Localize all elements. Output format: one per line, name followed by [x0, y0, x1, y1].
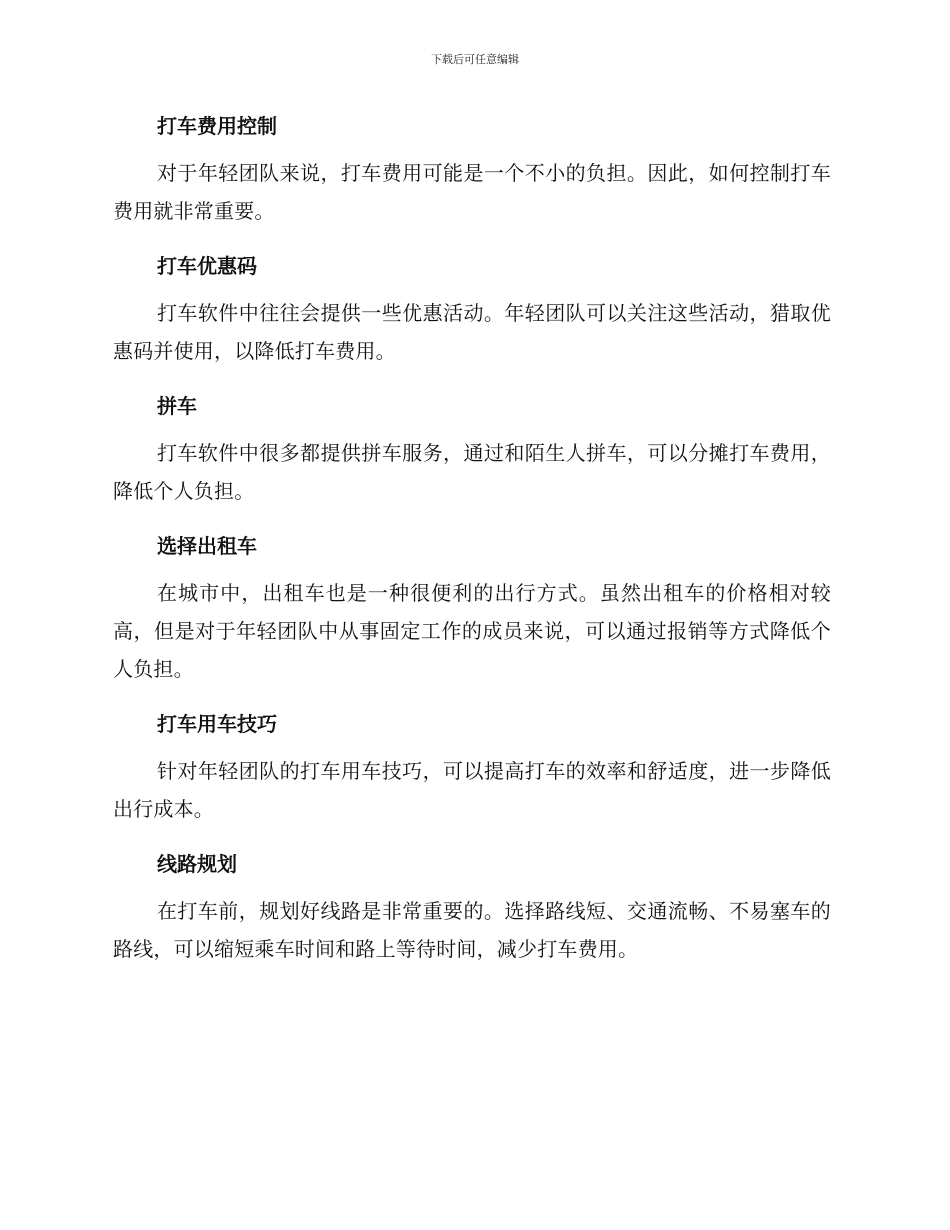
section-body-promo-code: 打车软件中往往会提供一些优惠活动。年轻团队可以关注这些活动，猎取优惠码并使用，以降低打车费用。 [113, 301, 831, 363]
section-heading-carpool: 拼车 [157, 394, 197, 418]
section-heading-ride-tips: 打车用车技巧 [157, 712, 277, 736]
section-body-taxi: 在城市中，出租车也是一种很便利的出行方式。虽然出租车的价格相对较高，但是对于年轻团队中从事固定工作的成员来说，可以通过报销等方式降低个人负担。 [113, 581, 831, 681]
section-heading-fee-control: 打车费用控制 [157, 114, 277, 138]
section-heading-promo-code: 打车优惠码 [157, 254, 257, 278]
section-heading-route-planning: 线路规划 [157, 852, 237, 876]
page-header: 下载后可任意编辑 [431, 53, 519, 66]
section-body-fee-control: 对于年轻团队来说，打车费用可能是一个不小的负担。因此，如何控制打车费用就非常重要。 [113, 161, 831, 223]
section-body-carpool: 打车软件中很多都提供拼车服务，通过和陌生人拼车，可以分摊打车费用，降低个人负担。 [113, 441, 831, 503]
document-content [113, 110, 831, 988]
section-body-route-planning: 在打车前，规划好线路是非常重要的。选择路线短、交通流畅、不易塞车的路线，可以缩短乘车时间和路上等待时间，减少打车费用。 [113, 899, 831, 961]
section-body-ride-tips: 针对年轻团队的打车用车技巧，可以提高打车的效率和舒适度，进一步降低出行成本。 [113, 759, 831, 821]
section-heading-taxi: 选择出租车 [157, 534, 257, 558]
